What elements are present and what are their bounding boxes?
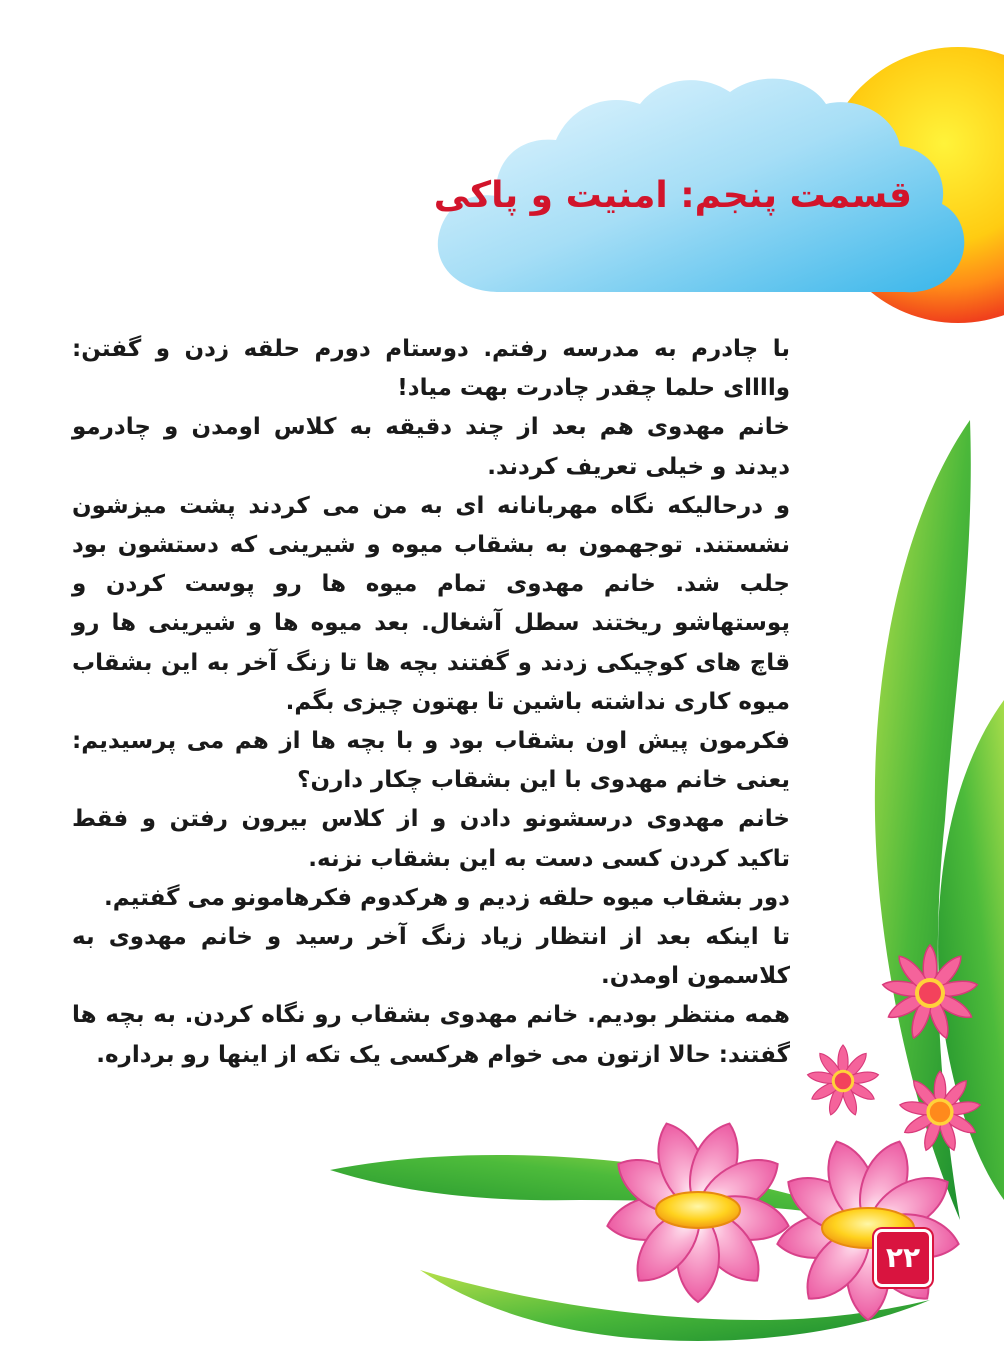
big-flower: [774, 1134, 963, 1320]
story-paragraph: تا اینکه بعد از انتظار زیاد زنگ آخر رسید و خانم مهدوی به کلاسمون اومدن.: [72, 924, 790, 990]
story-paragraph: فکرمون پیش اون بشقاب بود و با بچه ها از هم می پرسیدیم: یعنی خانم مهدوی با این بشقاب چکار دارن؟: [72, 728, 790, 794]
page-number-badge: ۲۲: [874, 1229, 932, 1287]
story-paragraph: و درحالیکه نگاه مهربانانه ای به من می کردند پشت میزشون نشستند. توجهمون به بشقاب میوه و شیرینی که دستشون بود جلب شد. خانم مهدوی تمام میوه ها رو پوست کردن و پوستهاشو ریختند سطل آشغال. بعد میوه ها و شیرینی ها رو قاچ های کوچیکی زدند و گفتند بچه ها تا زنگ آخر به این بشقاب میوه کاری نداشته باشین تا بهتون چیزی بگم.: [72, 492, 790, 715]
story-paragraph: خانم مهدوی درسشونو دادن و از کلاس بیرون رفتن و فقط تاکید کردن کسی دست به این بشقاب نزنه.: [72, 806, 790, 872]
story-paragraph: خانم مهدوی هم بعد از چند دقیقه به کلاس اومدن و چادرمو دیدند و خیلی تعریف کردند.: [72, 414, 790, 480]
story-text: [72, 330, 790, 1075]
story-paragraph: همه منتظر بودیم. خانم مهدوی بشقاب رو نگاه کردن. به بچه ها گفتند: حالا ازتون می خوام هرکسی یک تکه از اینها رو برداره.: [72, 1002, 790, 1068]
small-flower: [807, 1045, 880, 1117]
story-paragraph: دور بشقاب میوه حلقه زدیم و هرکدوم فکرهامونو می گفتیم.: [104, 884, 790, 911]
story-paragraph: با چادرم به مدرسه رفتم. دوستام دورم حلقه زدن و گفتن: واااای حلما چقدر چادرت بهت میاد!: [72, 336, 790, 402]
big-flower: [604, 1116, 793, 1302]
chapter-title: قسمت پنجم: امنیت و پاکی: [433, 175, 912, 216]
